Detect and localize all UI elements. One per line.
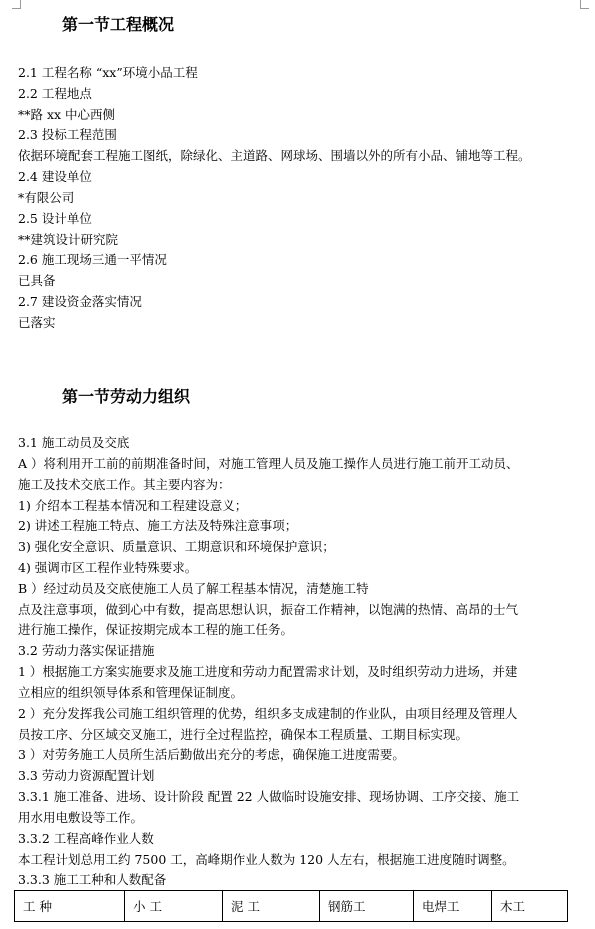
text-line: *有限公司 <box>18 190 75 205</box>
page-corner-mark <box>12 0 21 9</box>
text-line: 2) 讲述工程施工特点、施工方法及特殊注意事项； <box>18 518 298 533</box>
text-line: 进行施工操作，保证按期完成本工程的施工任务。 <box>18 622 294 637</box>
text-line: A ）将利用开工前的前期准备时间，对施工管理人员及施工操作人员进行施工前开工动员、 <box>18 456 519 471</box>
text-line: **建筑设计研究院 <box>18 232 119 247</box>
table-header-cell: 钢筋工 <box>320 891 414 922</box>
text-line: 2.2 工程地点 <box>18 86 92 101</box>
table-header-cell: 木工 <box>492 891 568 922</box>
text-line: 施工及技术交底工作。其主要内容为： <box>18 477 231 492</box>
text-line: 2.7 建设资金落实情况 <box>18 294 142 309</box>
section-heading: 第一节劳动力组织 <box>62 387 191 406</box>
text-line: 3.2 劳动力落实保证措施 <box>18 643 155 658</box>
table-header-row <box>15 891 568 922</box>
text-line: 3.3.3 施工工种和人数配备 <box>18 872 167 887</box>
text-line: 1) 介绍本工程基本情况和工程建设意义； <box>18 498 248 513</box>
text-line: 已落实 <box>18 315 56 330</box>
text-line: 3) 强化安全意识、质量意识、工期意识和环境保护意识； <box>18 539 335 554</box>
table-header-cell: 电焊工 <box>414 891 492 922</box>
text-line: 2.6 施工现场三通一平情况 <box>18 252 167 267</box>
table-header-cell: 泥 工 <box>223 891 320 922</box>
text-line: 1 ）根据施工方案实施要求及施工进度和劳动力配置需求计划，及时组织劳动力进场，并建 <box>18 664 518 679</box>
text-line: 本工程计划总用工约 7500 工，高峰期作业人数为 120 人左右，根据施工进度随时调整。 <box>18 852 515 867</box>
section-heading: 第一节工程概况 <box>62 15 175 34</box>
table-header-cell: 小 工 <box>125 891 223 922</box>
text-line: 2.1 工程名称 “xx”环境小品工程 <box>18 65 198 80</box>
text-line: 依据环境配套工程施工图纸，除绿化、主道路、网球场、围墙以外的所有小品、铺地等工程。 <box>18 148 531 163</box>
text-line: **路 xx 中心西侧 <box>18 107 116 122</box>
page-corner-mark <box>580 0 589 9</box>
text-line: 4) 强调市区工程作业特殊要求。 <box>18 560 198 575</box>
text-line: 2.4 建设单位 <box>18 169 92 184</box>
text-line: 用水用电敷设等工作。 <box>18 810 144 825</box>
text-line: 3.3.2 工程高峰作业人数 <box>18 831 154 846</box>
text-line: 点及注意事项，做到心中有数，提高思想认识，振奋工作精神，以饱满的热情、高昂的士气 <box>18 602 519 617</box>
text-line: 3.3 劳动力资源配置计划 <box>18 768 155 783</box>
text-line: 2.5 设计单位 <box>18 211 92 226</box>
text-line: 立相应的组织领导体系和管理保证制度。 <box>18 685 244 700</box>
text-line: 3.1 施工动员及交底 <box>18 435 130 450</box>
text-line: 2.3 投标工程范围 <box>18 127 117 142</box>
text-line: 员按工序、分区域交叉施工，进行全过程监控，确保本工程质量、工期目标实现。 <box>18 727 469 742</box>
table-header-cell: 工 种 <box>15 891 125 922</box>
staffing-table <box>14 890 568 922</box>
text-line: 3 ）对劳务施工人员所生活后勤做出充分的考虑，确保施工进度需要。 <box>18 747 405 762</box>
text-line: 已具备 <box>18 273 56 288</box>
text-line: 2 ）充分发挥我公司施工组织管理的优势，组织多支成建制的作业队，由项目经理及管理人 <box>18 706 518 721</box>
text-line: 3.3.1 施工准备、进场、设计阶段 配置 22 人做临时设施安排、现场协调、工序交接、施工 <box>18 789 520 804</box>
text-line: B ）经过动员及交底使施工人员了解工程基本情况，清楚施工特 <box>18 581 369 596</box>
